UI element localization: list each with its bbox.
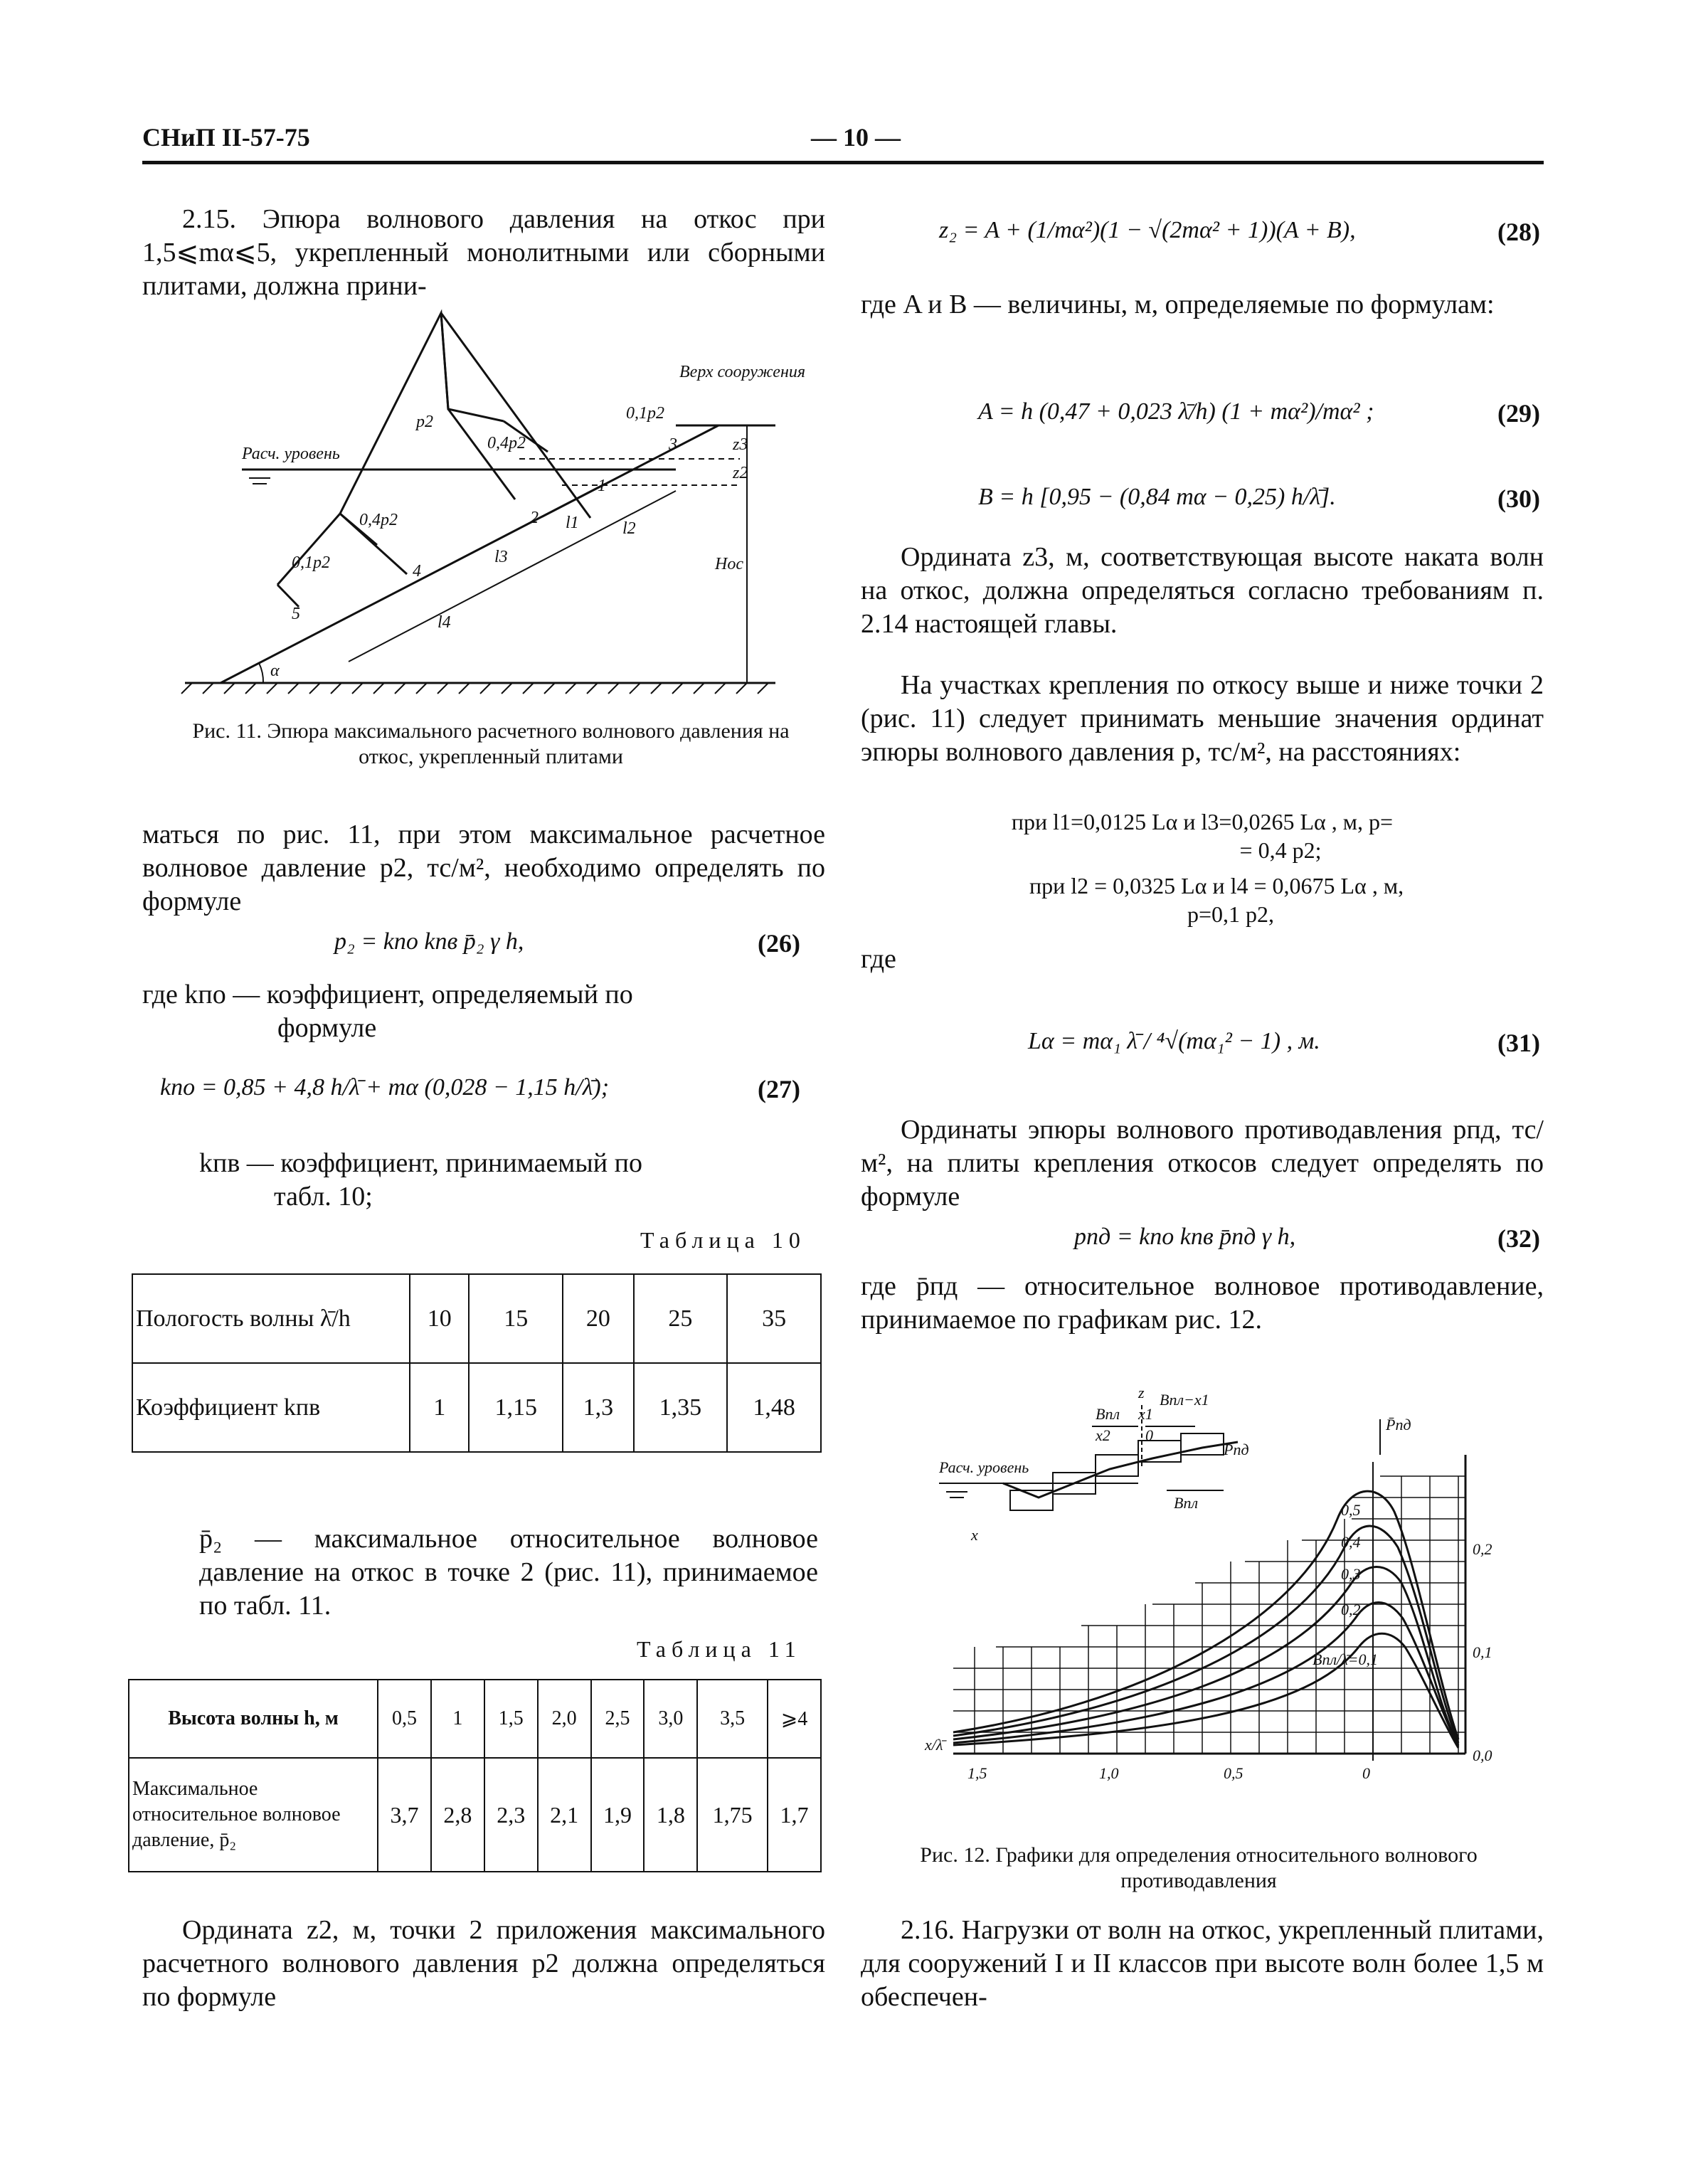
fig11-label-point-1: 1 (598, 477, 606, 495)
table-11-cell: 3,7 (378, 1758, 431, 1872)
section-2-15-continued (142, 818, 825, 918)
fig11-label-alpha: α (270, 662, 280, 680)
table-11-cell: 1,9 (591, 1758, 645, 1872)
fig12-x-tick-10: 1,0 (1099, 1764, 1119, 1782)
section-2-15-text: 2.15. Эпюра волнового давления на откос при 1,5⩽mα⩽5, укрепленный монолитными или сборными плитами, должна прини- (142, 204, 825, 301)
fig11-label-01p2-lower: 0,1p2 (292, 553, 330, 572)
fig12-curve-label-02: 0,2 (1341, 1601, 1361, 1618)
fig12-y-tick-01: 0,1 (1473, 1643, 1492, 1661)
formula-30-number: (30) (1497, 484, 1540, 513)
kpo-definition (142, 978, 825, 1045)
table-11-cell: 1 (431, 1680, 484, 1758)
fig12-label-origin: 0 (1145, 1426, 1153, 1444)
table-11-cell: 2,1 (538, 1758, 591, 1872)
table-11-cell: 1,7 (768, 1758, 821, 1872)
figure-12-caption: Рис. 12. Графики для определения относительного волнового противодавления (920, 1843, 1478, 1892)
fig12-curve-label-01: Bпл/λ̄=0,1 (1313, 1650, 1379, 1668)
formula-27-number: (27) (758, 1075, 800, 1103)
distance-line-2b: p=0,1 p2, (1187, 901, 1275, 927)
table-11-cell: 1,8 (644, 1758, 697, 1872)
fig12-x-axis-label: x/λ̄ (925, 1736, 943, 1754)
fig11-label-point-3: 3 (669, 435, 677, 454)
fig12-y-tick-02: 0,2 (1473, 1540, 1492, 1558)
kpv-definition (142, 1147, 825, 1214)
fig12-curve-label-04: 0,4 (1341, 1533, 1361, 1551)
fig11-label-l4: l4 (438, 613, 451, 632)
table-11-cell: 0,5 (378, 1680, 431, 1758)
table-11-cell: 2,5 (591, 1680, 645, 1758)
z3-paragraph-text: Ордината z3, м, соответствующая высоте наката волн на откос, должна определяться согласно требованиям п. 2.14 настоящей главы. (861, 542, 1544, 639)
figure-12-chart (925, 1377, 1522, 1811)
table-11-cell: 2,8 (431, 1758, 484, 1872)
formula-29-number: (29) (1497, 399, 1540, 428)
fig11-label-water-level: Расч. уровень (242, 445, 340, 463)
fig12-label-bpl-bottom: Bпл (1174, 1494, 1199, 1512)
table-11 (128, 1679, 822, 1872)
table-10-cell: 20 (563, 1274, 633, 1363)
p2bar-definition-text: p̄₂ — максимальное относительное волновое давление на откос в точке 2 (рис. 11), принимаемое по табл. 11. (199, 1524, 818, 1621)
fig11-label-z3: z3 (733, 435, 748, 454)
fig12-x-tick-15: 1,5 (967, 1764, 987, 1782)
fig11-label-point-2: 2 (530, 509, 539, 527)
fig12-label-ppd: Pпд (1224, 1441, 1249, 1458)
z2-paragraph-text: Ордината z2, м, точки 2 приложения максимального расчетного волнового давления p2 должна определяться по формуле (142, 1915, 825, 2012)
ppd-paragraph (861, 1113, 1544, 1214)
formula-27: kпо = 0,85 + 4,8 h/λ̄ + mα (0,028 − 1,15 h/λ̄); (160, 1074, 610, 1101)
section-2-16-text: 2.16. Нагрузки от волн на откос, укрепленный плитами, для сооружений I и II классов при высоте волн более 1,5 м обеспечен- (861, 1915, 1544, 2012)
table-11-cell: 2,0 (538, 1680, 591, 1758)
formula-32: pпд = kпо kпв p̄пд γ h, (1074, 1224, 1296, 1250)
figure-11-diagram (178, 299, 805, 697)
table-10-cell: 25 (634, 1274, 728, 1363)
fig11-label-04p2-upper: 0,4p2 (487, 434, 526, 452)
table-10-row2-label: Коэффициент kпв (132, 1363, 410, 1452)
formula-31-number: (31) (1497, 1029, 1540, 1057)
kpv-definition-line1: kпв — коэффициент, принимаемый по (199, 1148, 642, 1178)
kpo-definition-line1: где kпо — коэффициент, определяемый по (142, 980, 633, 1009)
table-11-cell: 1,75 (697, 1758, 768, 1872)
fig12-y-tick-00: 0,0 (1473, 1746, 1492, 1764)
distance-line-2a: при l2 = 0,0325 Lα и l4 = 0,0675 Lα , м, (1029, 873, 1404, 898)
formula-28: z₂ = A + (1/mα²)(1 − √(2mα² + 1))(A + B), (939, 217, 1356, 243)
kpv-definition-line2: табл. 10; (274, 1182, 373, 1212)
fig11-label-04p2-lower: 0,4p2 (359, 511, 398, 529)
fig12-curve-label-03: 0,3 (1341, 1565, 1361, 1583)
fig11-label-p2: p2 (416, 413, 433, 431)
fig11-label-z2: z2 (733, 464, 748, 482)
gde-word: где (861, 944, 896, 974)
formula-26: p₂ = kпо kпв p̄₂ γ h, (334, 928, 524, 955)
z2-paragraph (142, 1914, 825, 2014)
formula-32-number: (32) (1497, 1224, 1540, 1253)
fig12-label-bpl-top: Bпл (1096, 1405, 1120, 1423)
fig11-label-01p2-upper: 0,1p2 (626, 404, 664, 423)
formula-31: Lα = mα₁ λ̄ / ⁴√(mα₁² − 1) , м. (1028, 1028, 1320, 1054)
fig12-x-tick-05: 0,5 (1224, 1764, 1243, 1782)
figure-11-caption: Рис. 11. Эпюра максимального расчетного волнового давления на откос, укрепленный плитами (192, 719, 790, 768)
fig12-label-water-level: Расч. уровень (939, 1458, 1029, 1476)
fig12-label-x: x (971, 1526, 978, 1544)
ab-paragraph-text: где A и B — величины, м, определяемые по формулам: (861, 290, 1495, 319)
formula-30: B = h [0,95 − (0,84 mα − 0,25) h/λ̄]. (978, 484, 1336, 510)
table-10-cell: 35 (727, 1274, 821, 1363)
table-11-cell: 1,5 (484, 1680, 538, 1758)
fig12-label-bpl-minus-x1: Bпл−x1 (1160, 1391, 1209, 1409)
table-10-cell: 1,15 (469, 1363, 563, 1452)
p2bar-definition (199, 1522, 818, 1623)
header-rule (142, 161, 1544, 164)
ppd-paragraph-text: Ординаты эпюры волнового противодавления pпд, тс/м², на плиты крепления откосов следует определять по формуле (861, 1115, 1544, 1212)
table-11-cell: 3,5 (697, 1680, 768, 1758)
distance-line-1b: = 0,4 p2; (1239, 837, 1322, 863)
distance-line-1a: при l1=0,0125 Lα и l3=0,0265 Lα , м, p= (1011, 809, 1394, 834)
document-code: СНиП II-57-75 (142, 123, 310, 152)
fig12-label-x2: x2 (1096, 1426, 1110, 1444)
fig12-label-z: z (1138, 1384, 1145, 1401)
section-2-15-start (142, 203, 825, 303)
table-11-title: Таблица 11 (637, 1636, 802, 1662)
table-10-cell: 15 (469, 1274, 563, 1363)
sections-paragraph-text: На участках крепления по откосу выше и ниже точки 2 (рис. 11) следует принимать меньшие значения ординат эпюры волнового давления p, тс/м², на расстояниях: (861, 670, 1544, 767)
z3-paragraph (861, 541, 1544, 641)
kpo-definition-line2: формуле (277, 1013, 377, 1043)
formula-28-number: (28) (1497, 218, 1540, 246)
fig11-label-point-5: 5 (292, 605, 300, 623)
table-11-row2-label: Максимальное относительное волновое давление, p̄₂ (129, 1758, 378, 1872)
fig12-label-x1: x1 (1138, 1405, 1153, 1423)
ppd-definition-text: где p̄пд — относительное волновое противодавление, принимаемое по графикам рис. 12. (861, 1271, 1544, 1335)
table-10-cell: 1,35 (634, 1363, 728, 1452)
fig11-label-point-4: 4 (413, 562, 421, 581)
table-10-row1-label: Пологость волны λ̄/h (132, 1274, 410, 1363)
fig12-label-ppd-axis: P̄пд (1386, 1416, 1411, 1433)
table-10-title: Таблица 10 (640, 1227, 806, 1253)
fig11-label-l3: l3 (494, 548, 508, 566)
table-10-cell: 1,3 (563, 1363, 633, 1452)
table-11-cell: 3,0 (644, 1680, 697, 1758)
table-10-cell: 1,48 (727, 1363, 821, 1452)
fig12-x-tick-0: 0 (1362, 1764, 1370, 1782)
fig11-label-top-structure: Верх сооружения (679, 363, 805, 381)
ab-paragraph (861, 288, 1544, 322)
table-10-cell: 10 (410, 1274, 469, 1363)
formula-29: A = h (0,47 + 0,023 λ̄/h) (1 + mα²)/mα² ; (978, 398, 1374, 425)
fig11-label-l2: l2 (622, 519, 636, 538)
fig12-curve-label-05: 0,5 (1341, 1501, 1361, 1519)
section-2-16 (861, 1914, 1544, 2014)
fig11-label-l1: l1 (566, 514, 579, 532)
table-11-row1-label: Высота волны h, м (129, 1680, 378, 1758)
table-11-cell: ⩾4 (768, 1680, 821, 1758)
page-number: — 10 — (811, 123, 901, 152)
formula-26-number: (26) (758, 929, 800, 958)
section-2-15-continued-text: маться по рис. 11, при этом максимальное расчетное волновое давление p2, тс/м², необходимо определять по формуле (142, 820, 825, 916)
fig11-label-hos: Hос (715, 555, 743, 573)
table-10 (132, 1273, 822, 1453)
ppd-definition (861, 1270, 1544, 1337)
table-11-cell: 2,3 (484, 1758, 538, 1872)
sections-paragraph (861, 669, 1544, 769)
table-10-cell: 1 (410, 1363, 469, 1452)
